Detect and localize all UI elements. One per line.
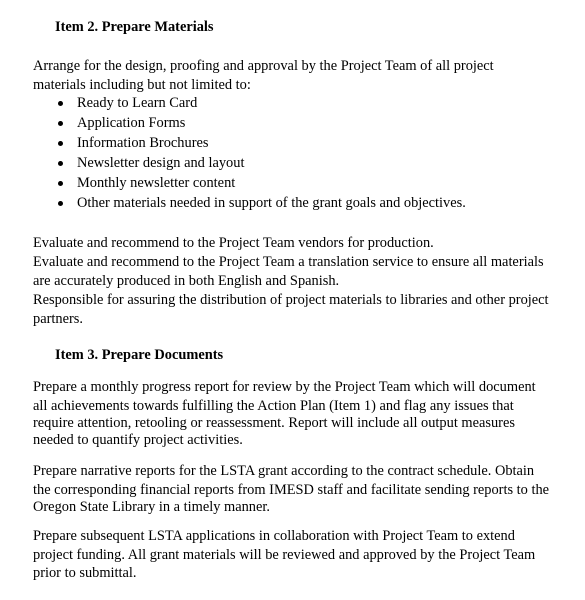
item2-paragraph-line-2: Evaluate and recommend to the Project Team a translation service to ensure all materials xyxy=(33,254,544,270)
item3-p3-line-1: Prepare subsequent LSTA applications in collaboration with Project Team to extend xyxy=(33,528,515,544)
list-item-text: Information Brochures xyxy=(77,135,209,151)
bullet-icon xyxy=(58,161,63,166)
item3-p1-line-3: require attention, retooling or reassessment. Report will include all output measures xyxy=(33,415,515,431)
item2-intro-line-1: Arrange for the design, proofing and approval by the Project Team of all project xyxy=(33,58,494,74)
item3-p3-line-3: prior to submittal. xyxy=(33,565,137,581)
list-item-text: Other materials needed in support of the grant goals and objectives. xyxy=(77,195,466,211)
item2-paragraph-line-5: partners. xyxy=(33,311,83,327)
list-item xyxy=(0,154,560,174)
list-item xyxy=(0,94,560,114)
list-item xyxy=(0,194,560,214)
item3-p1-line-1: Prepare a monthly progress report for review by the Project Team which will document xyxy=(33,379,536,395)
list-item-text: Application Forms xyxy=(77,115,186,131)
bullet-icon xyxy=(58,181,63,186)
item3-p3-line-2: project funding. All grant materials will be reviewed and approved by the Project Team xyxy=(33,547,536,563)
item3-p1-line-4: needed to quantify project activities. xyxy=(33,432,243,448)
item3-p2-line-2: the corresponding financial reports from IMESD staff and facilitate sending reports to the xyxy=(33,482,550,498)
item3-p1-line-2: all achievements towards fulfilling the Action Plan (Item 1) and flag any issues that xyxy=(33,398,514,414)
bullet-icon xyxy=(58,141,63,146)
list-item-text: Newsletter design and layout xyxy=(77,155,245,171)
item2-paragraph-line-1: Evaluate and recommend to the Project Team vendors for production. xyxy=(33,235,434,251)
item2-heading: Item 2. Prepare Materials xyxy=(55,19,214,35)
bullet-icon xyxy=(58,121,63,126)
item2-paragraph-line-3: are accurately produced in both English and Spanish. xyxy=(33,273,340,289)
item2-paragraph-line-4: Responsible for assuring the distribution of project materials to libraries and other project xyxy=(33,292,549,308)
list-item xyxy=(0,134,560,154)
list-item-text: Ready to Learn Card xyxy=(77,95,198,111)
item3-heading: Item 3. Prepare Documents xyxy=(55,347,224,363)
list-item xyxy=(0,114,560,134)
list-item xyxy=(0,174,560,194)
bullet-icon xyxy=(58,101,63,106)
list-item-text: Monthly newsletter content xyxy=(77,175,236,191)
bullet-icon xyxy=(58,201,63,206)
item2-intro-line-2: materials including but not limited to: xyxy=(33,77,251,93)
item3-p2-line-3: Oregon State Library in a timely manner. xyxy=(33,499,270,515)
item3-p2-line-1: Prepare narrative reports for the LSTA grant according to the contract schedule. Obtain xyxy=(33,463,535,479)
